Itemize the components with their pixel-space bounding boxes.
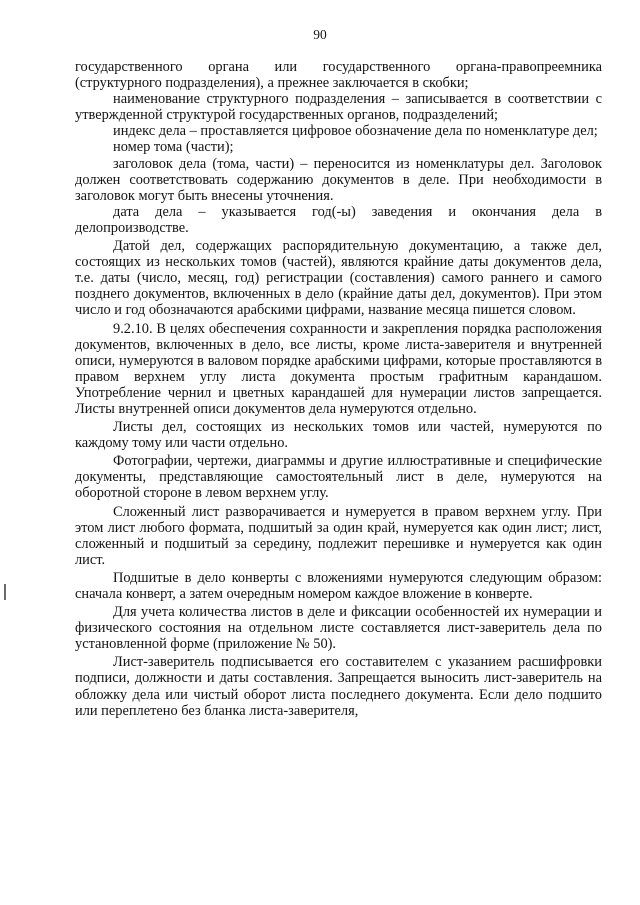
paragraph-multi-volume-numbering: Листы дел, состоящих из нескольких томов или частей, нумеруются по каждому тому или части отдельно. <box>75 419 602 452</box>
paragraph-continuation: государственного органа или государственного органа-правопреемника (структурного подразделения), а прежнее заключается в скобки; <box>75 59 602 92</box>
paragraph-envelopes: Подшитые в дело конверты с вложениями нумеруются следующим образом: сначала конверт, а затем очередным номером каждое вложение в конверте. <box>75 569 602 602</box>
document-body <box>75 59 602 719</box>
paragraph-folded-sheet: Сложенный лист разворачивается и нумеруется в правом верхнем углу. При этом лист любого формата, подшитый за один край, нумеруется как один лист; лист, сложенный и подшитый за середину, подлежит перешивке и нумеруется как один лист. <box>75 503 602 568</box>
paragraph-section-9-2-10: 9.2.10. В целях обеспечения сохранности и закрепления порядка расположения документов, включенных в дело, все листы, кроме листа-заверителя и внутренней описи, нумеруются в валовом порядке арабскими цифрами, которые проставляются в правом верхнем углу листа документа простым графитным карандашом. Употребление чернил и цветных карандашей для нумерации листов запрещается. Листы внутренней описи документов дела нумеруются отдельно. <box>75 320 602 417</box>
page-number: 90 <box>313 27 327 42</box>
paragraph-case-date: дата дела – указывается год(-ы) заведения и окончания дела в делопроизводстве. <box>75 203 602 236</box>
paragraph-certification-sheet: Для учета количества листов в деле и фиксации особенностей их нумерации и физического состояния на отдельном листе составляется лист-заверитель дела по установленной форме (приложение № 50). <box>75 604 602 653</box>
margin-mark <box>4 584 6 600</box>
paragraph-case-heading: заголовок дела (тома, части) – переносится из номенклатуры дел. Заголовок должен соответствовать содержанию документов в деле. При необходимости в заголовок могут быть внесены уточнения. <box>75 155 602 204</box>
paragraph-volume-number: номер тома (части); <box>113 139 234 156</box>
paragraph-certification-signature: Лист-заверитель подписывается его составителем с указанием расшифровки подписи, должности и даты составления. Запрещается выносить лист-заверитель на обложку дела или чистый оборот листа последнего документа. Если дело подшито или переплетено без бланка листа-заверителя, <box>75 654 602 719</box>
paragraph-date-rules: Датой дел, содержащих распорядительную документацию, а также дел, состоящих из нескольких томов (частей), являются крайние даты документов дела, т.е. даты (число, месяц, год) регистрации (составления) самого раннего и самого позднего документов, включенных в дело (крайние даты дел, документов). При этом число и год обозначаются арабскими цифрами, название месяца пишется словом. <box>75 238 602 319</box>
paragraph-case-index: индекс дела – проставляется цифровое обозначение дела по номенклатуре дел; <box>113 123 598 140</box>
paragraph-structural-unit-name: наименование структурного подразделения – записывается в соответствии с утвержденной структурой государственных органов, подразделений; <box>75 91 602 124</box>
paragraph-photographs-numbering: Фотографии, чертежи, диаграммы и другие иллюстративные и специфические документы, представляющие самостоятельный лист в деле, нумеруются на оборотной стороне в левом верхнем углу. <box>75 453 602 502</box>
